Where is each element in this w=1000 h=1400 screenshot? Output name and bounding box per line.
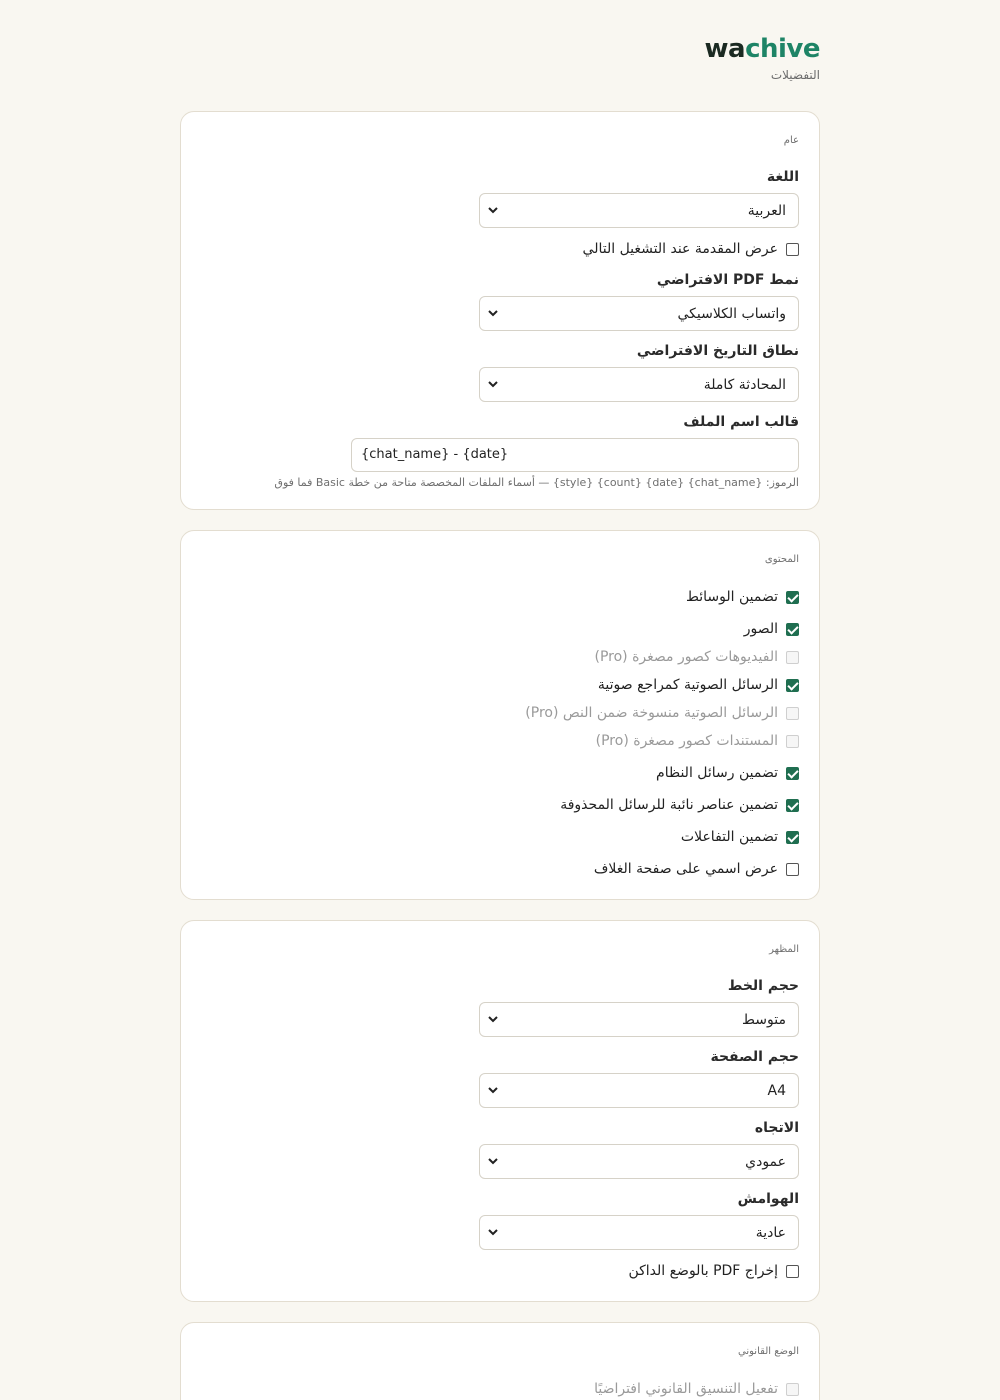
font-size-label: حجم الخط	[727, 978, 799, 994]
legal-format-label: تفعيل التنسيق القانوني افتراضيًا	[594, 1381, 778, 1397]
chevron-down-icon	[486, 1083, 500, 1097]
dark-mode-label: إخراج PDF بالوضع الداكن	[628, 1263, 778, 1279]
video-thumbnails-checkbox	[786, 651, 799, 664]
chevron-down-icon	[486, 1225, 500, 1239]
reactions-checkbox[interactable]	[786, 831, 799, 844]
images-row[interactable]	[744, 619, 799, 639]
images-label: الصور	[743, 621, 778, 637]
document-thumbnails-checkbox	[786, 735, 799, 748]
orientation-select[interactable]	[479, 1144, 799, 1179]
voice-transcribed-label: الرسائل الصوتية منسوخة ضمن النص (Pro)	[525, 705, 778, 721]
filename-template-hint: الرموز: {chat_name} {date} {count} {style} — أسماء الملفات المخصصة متاحة من خطة Basic فما فوق	[274, 476, 799, 489]
chevron-down-icon	[486, 1012, 500, 1026]
page-size-select-value: A4	[767, 1082, 786, 1099]
font-size-select-value: متوسط	[742, 1011, 786, 1028]
content-section-card	[180, 530, 820, 900]
app-header	[705, 32, 821, 82]
cover-name-label: عرض اسمي على صفحة الغلاف	[593, 861, 778, 877]
voice-transcribed-row	[525, 703, 799, 723]
logo-part-wa: wa	[704, 34, 746, 64]
voice-transcribed-checkbox	[786, 707, 799, 720]
general-section-card	[180, 111, 820, 510]
general-section-title: عام	[783, 135, 799, 146]
date-range-label: نطاق التاريخ الافتراضي	[636, 343, 799, 359]
page-size-select[interactable]	[479, 1073, 799, 1108]
filename-template-label: قالب اسم الملف	[683, 414, 799, 430]
voice-audio-refs-label: الرسائل الصوتية كمراجع صوتية	[597, 677, 778, 693]
legal-format-checkbox	[786, 1383, 799, 1396]
dark-mode-row[interactable]	[628, 1261, 799, 1281]
language-select[interactable]	[479, 193, 799, 228]
chevron-down-icon	[486, 1154, 500, 1168]
reactions-label: تضمين التفاعلات	[680, 829, 778, 845]
page-subtitle: التفضيلات	[770, 68, 820, 82]
chevron-down-icon	[486, 203, 500, 217]
date-range-select[interactable]	[479, 367, 799, 402]
reactions-row[interactable]	[681, 827, 799, 847]
deleted-placeholders-checkbox[interactable]	[786, 799, 799, 812]
pdf-style-select[interactable]	[479, 296, 799, 331]
show-intro-checkbox-row[interactable]	[583, 239, 799, 259]
date-range-select-value: المحادثة كاملة	[703, 376, 786, 393]
include-media-row[interactable]	[686, 587, 799, 607]
deleted-placeholders-label: تضمين عناصر نائبة للرسائل المحذوفة	[560, 797, 778, 813]
system-messages-row[interactable]	[656, 763, 799, 783]
margins-label: الهوامش	[737, 1191, 799, 1207]
chevron-down-icon	[486, 377, 500, 391]
video-thumbnails-label: الفيديوهات كصور مصغرة (Pro)	[594, 649, 778, 665]
appearance-section-card	[180, 920, 820, 1302]
page-size-label: حجم الصفحة	[710, 1049, 799, 1065]
include-media-checkbox[interactable]	[786, 591, 799, 604]
document-thumbnails-label: المستندات كصور مصغرة (Pro)	[595, 733, 778, 749]
pdf-style-label: نمط PDF الافتراضي	[656, 272, 799, 288]
content-section-title: المحتوى	[764, 554, 799, 565]
dark-mode-checkbox[interactable]	[786, 1265, 799, 1278]
legal-format-row	[594, 1379, 799, 1399]
orientation-label: الاتجاه	[754, 1120, 799, 1136]
chevron-down-icon	[486, 306, 500, 320]
legal-section-card	[180, 1322, 820, 1400]
language-label: اللغة	[766, 169, 799, 185]
include-media-label: تضمين الوسائط	[685, 589, 778, 605]
images-checkbox[interactable]	[786, 623, 799, 636]
margins-select[interactable]	[479, 1215, 799, 1250]
system-messages-label: تضمين رسائل النظام	[656, 765, 778, 781]
voice-audio-refs-checkbox[interactable]	[786, 679, 799, 692]
show-intro-checkbox[interactable]	[786, 243, 799, 256]
cover-name-checkbox[interactable]	[786, 863, 799, 876]
deleted-placeholders-row[interactable]	[560, 795, 799, 815]
language-select-value: العربية	[747, 202, 786, 219]
logo-part-chive: chive	[745, 34, 820, 64]
appearance-section-title: المظهر	[769, 944, 799, 955]
document-thumbnails-row	[596, 731, 799, 751]
system-messages-checkbox[interactable]	[786, 767, 799, 780]
orientation-select-value: عمودي	[745, 1153, 786, 1170]
filename-template-input[interactable]: {chat_name} - {date}	[351, 438, 799, 472]
pdf-style-select-value: واتساب الكلاسيكي	[677, 305, 786, 322]
font-size-select[interactable]	[479, 1002, 799, 1037]
voice-audio-refs-row[interactable]	[598, 675, 799, 695]
show-intro-label: عرض المقدمة عند التشغيل التالي	[582, 241, 778, 257]
video-thumbnails-row	[594, 647, 799, 667]
legal-section-title: الوضع القانوني	[738, 1346, 799, 1357]
app-logo	[705, 32, 821, 66]
margins-select-value: عادية	[755, 1224, 786, 1241]
cover-name-row[interactable]	[594, 859, 799, 879]
